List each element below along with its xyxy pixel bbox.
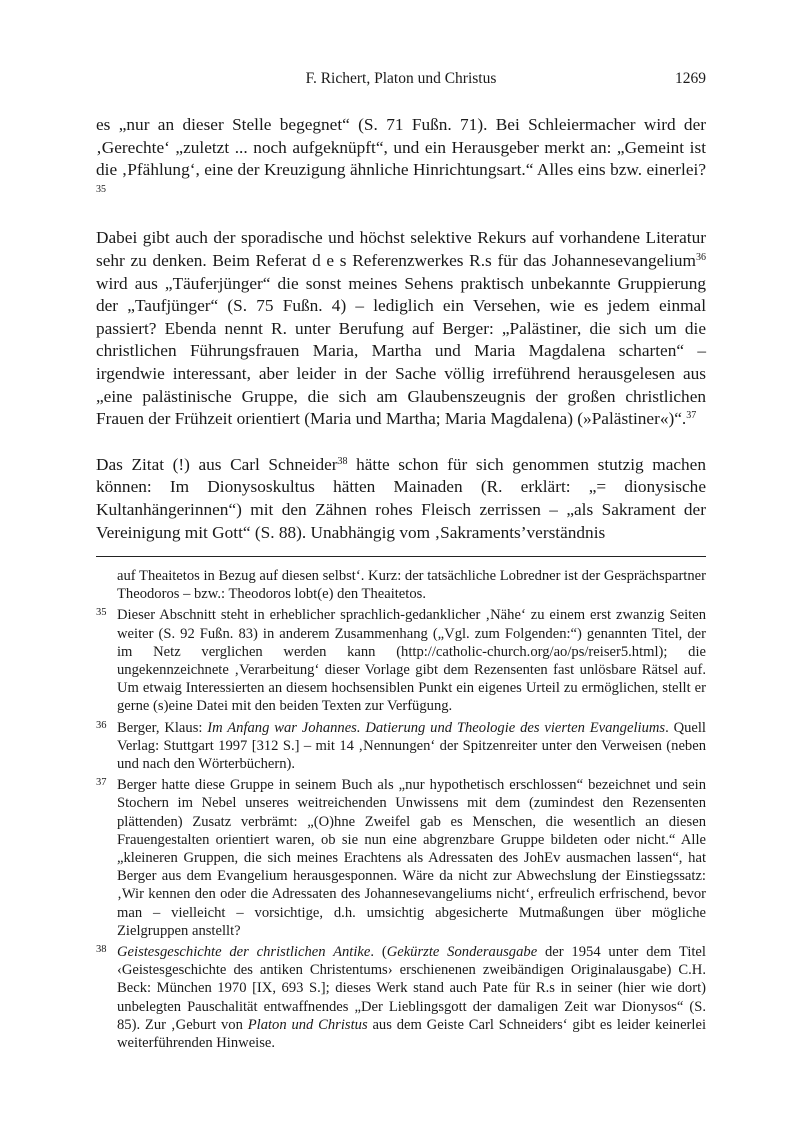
footnote-ref-38[interactable]: 38 [337, 455, 348, 467]
footnote-text: Berger hatte diese Gruppe in seinem Buch als „nur hypothetisch erschlossen“ bezeichnet und sein Stochern im Nebel unseres weitreichenden Unwissens mit dem (zumindest den Rezensenten plättenden) Zusatz verbrämt: „(O)hne Zweifel gab es Menschen, die wesentlich an diesen Frauengestalten orientiert waren, ob sie nun eine abgrenzbare Gruppe bildeten oder nicht.“ Alle „kleineren Gruppen, die sich meines Erachtens als Adressaten des JohEv ausmachen lassen“, hat Berger aus dem Evangelium herausgesponnen. Wäre da nicht zur Abwechslung der Einstiegssatz: ‚Wir kennen den oder die Adressaten des Johannesevangeliums nicht‘, erfreulich erfrischend, bevor man – vielleicht – vorsichtige, d.h. umsichtig abgesicherte Mutmaßungen über mögliche Zielgruppen anstellt? [117, 777, 706, 939]
footnote-text-b: . Quell Verlag: Stuttgart 1997 [312 S.] – mit 14 ‚Nennungen‘ der Spitzenreiter unter den Verweisen (neben und nach den Wörterbüchern). [117, 719, 706, 773]
footnote-text-3: aus dem Geiste Carl Schneiders‘ gibt es leider keinerlei weiterführenden Hinweise. [117, 1016, 706, 1052]
footnote-text-2: der 1954 unter dem Titel ‹Geistesgeschichte des antiken Christentums› erschienenen zweibändigen Originalausgabe) C.H. Beck: München 1970 [IX, 693 S.]; dieses Werk stand auch Pate für R.s in seiner (hier wie dort) unbelegten Pauschalität entwaffnendes „Der Lieblingsgott der damaligen Zeit war Dionysos“ (S. 85). Zur ‚Geburt von [117, 944, 706, 1033]
footnote-continued-text: auf Theaitetos in Bezug auf diesen selbst‘. Kurz: der tatsächliche Lobredner ist der Gesprächspartner Theodoros – bzw.: Theodoros lobt(e) den Theaitetos. [117, 568, 706, 603]
paragraph-3-text-b: hätte schon für sich genommen stutzig machen können: Im Dionysoskultus hätten Mainaden (R. erklärt: „= dionysische Kultanhängerinnen“) mit den Zähnen rohes Fleisch zerrissen – „als Sakrament der Vereinigung mit Gott“ (S. 88). Unabhängig vom ‚Sakraments’verständnis [96, 454, 706, 542]
footnote-ref-35[interactable]: 35 [96, 183, 106, 195]
footnote-text-a: Berger, Klaus: [117, 719, 208, 736]
footnote-ref-36[interactable]: 36 [696, 251, 706, 263]
footnotes [96, 567, 706, 1055]
footnote-separator [96, 556, 706, 557]
footnote-36 [96, 719, 706, 774]
paragraph-2 [96, 227, 706, 430]
page-number: 1269 [675, 70, 706, 87]
footnote-35 [96, 606, 706, 715]
paragraph-1 [96, 114, 706, 204]
paragraph-2-text-b: wird aus „Täuferjünger“ die sonst meines Sehens praktisch unbekannte Gruppierung der „Taufjünger“ (S. 75 Fußn. 4) – lediglich ein Versehen, wie es jedem einmal passiert? Ebenda nennt R. unter Berufung auf Berger: „Palästiner, die sich um die christlichen Führungsfrauen Maria, Martha und Maria Magdalena scharten“ – irgendwie interessant, aber leider in der Sache völlig irreführend herausgelesen aus „eine palästinische Gruppe, die sich am Glaubenszeugnis der großen christlichen Frauen der Frühzeit orientiert (Maria und Martha; Maria Magdalena) (»Palästiner«)“. [96, 273, 706, 429]
footnote-reviewed-title: Platon und Christus [247, 1016, 368, 1033]
footnote-number: 36 [96, 719, 107, 731]
main-text [96, 114, 706, 544]
paragraph-2-text-a: Dabei gibt auch der sporadische und höchst selektive Rekurs auf vorhandene Literatur sehr zu denken. Beim Referat d e s Referenzwerkes R.s für das Johannesevangelium [96, 228, 706, 270]
running-header [96, 70, 706, 96]
footnote-book-title: Geistesgeschichte der christlichen Antike [117, 944, 371, 961]
footnote-ref-37[interactable]: 37 [686, 410, 697, 422]
running-title: F. Richert, Platon und Christus [305, 70, 497, 87]
footnote-edition: Gekürzte Sonderausgabe [386, 944, 538, 961]
footnote-text: Dieser Abschnitt steht in erheblicher sprachlich-gedanklicher ‚Nähe‘ zu einem erst zwanzig Seiten weiter (S. 92 Fußn. 83) in anderem Zusammenhang („Vgl. zum Folgenden:“) genannten Titel, der im Netz verglichen werden kann (http://catholic-church.org/ao/ps/reiser5.html); die ungekennzeichnete ‚Verarbeitung‘ dieser Vorlage gibt dem Rezensenten fast unlösbare Rätsel auf. Um etwaig Interessierten an diesem hochsensiblen Punkt ein eigenes Urteil zu ermöglichen, stellt er gerne (s)eine Datei mit den beiden Texten zur Verfügung. [117, 607, 706, 715]
footnote-number: 38 [96, 944, 107, 956]
paragraph-3-text-a: Das Zitat (!) aus Carl Schneider [96, 454, 338, 474]
footnote-38 [96, 943, 706, 1052]
paragraph-1-text: es „nur an dieser Stelle begegnet“ (S. 71 Fußn. 71). Bei Schleiermacher wird der ‚Gerechte‘ „zuletzt ... noch aufgeknüpft“, und ein Herausgeber merkt an: „Gemeint ist die ‚Pfählung‘, eine der Kreuzigung ähnliche Hinrichtungsart.“ Alles eins bzw. einerlei? [96, 115, 706, 180]
footnote-text-1: . ( [370, 944, 387, 961]
paragraph-3 [96, 454, 706, 544]
footnote-number: 35 [96, 607, 107, 619]
footnote-number: 37 [96, 777, 107, 789]
footnote-book-title: Im Anfang war Johannes. Datierung und Theologie des vierten Evangeliums [207, 719, 666, 736]
footnote-continued [96, 567, 706, 603]
footnote-37 [96, 776, 706, 940]
